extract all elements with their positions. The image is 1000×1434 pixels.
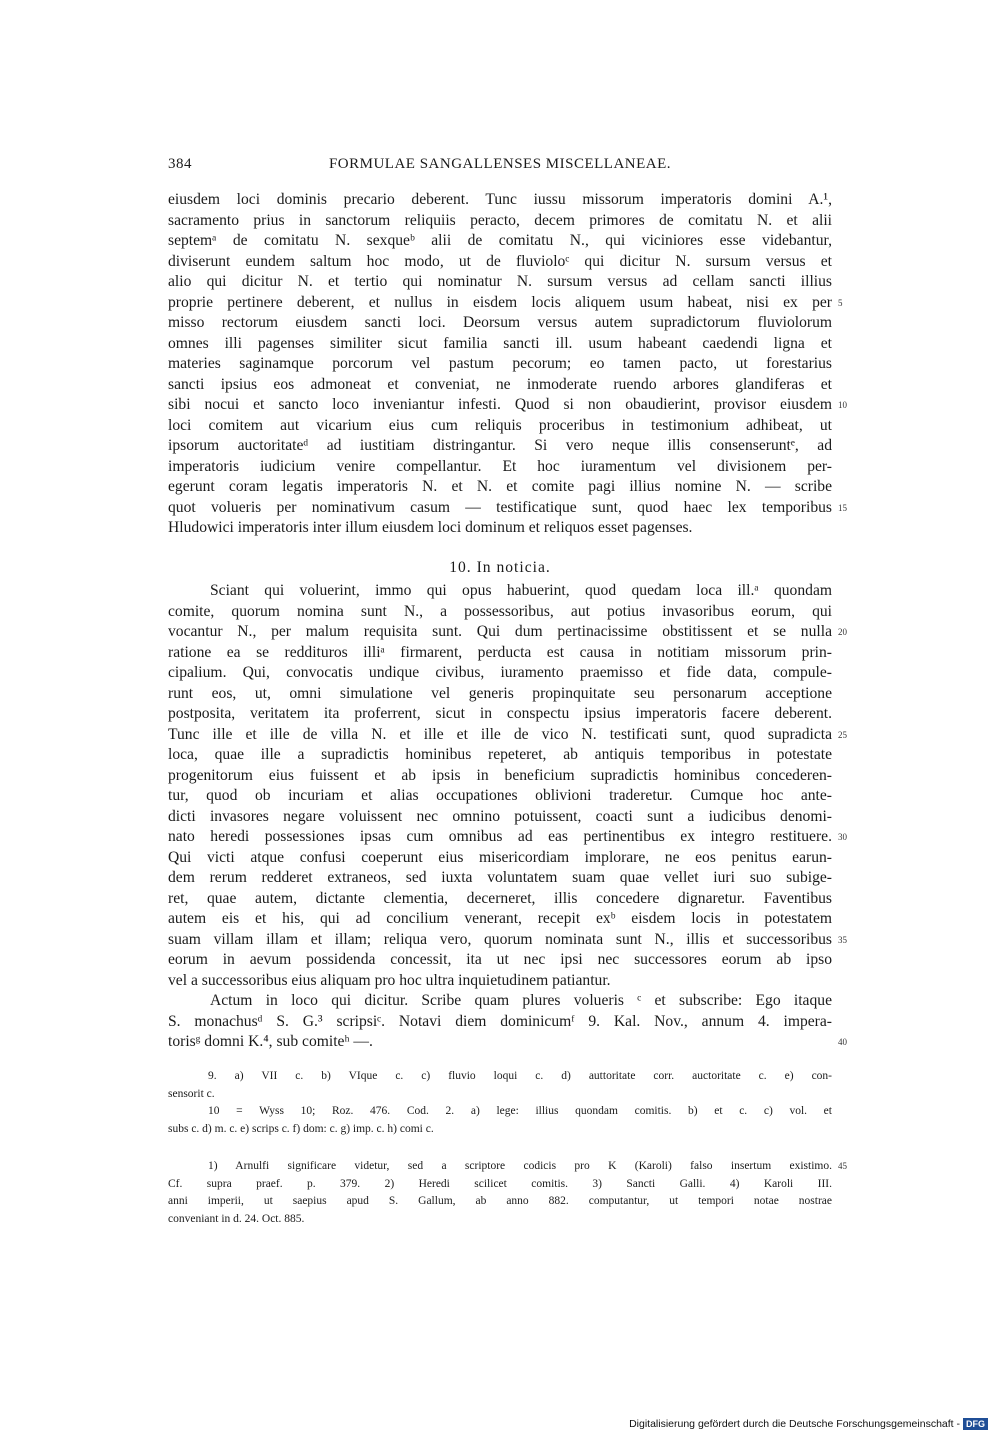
section-heading: 10. In noticia. xyxy=(449,559,551,576)
text-line xyxy=(168,622,847,643)
text-line xyxy=(168,395,847,416)
text-line xyxy=(168,1012,832,1033)
text-line xyxy=(168,211,832,232)
line-text: vocantur N., per malum requisita sunt. Qui dum pertinacissime obstitissent et se nulla xyxy=(168,623,832,640)
line-text: proprie pertinere deberent, et nullus in eisdem locis aliquem usum habeat, nisi ex per xyxy=(168,293,832,311)
line-text: sibi nocui et sancto loco inveniantur infesti. Quod si non obaudierint, provisor eiusdem xyxy=(168,396,832,413)
text-line xyxy=(168,457,832,478)
line-text: Qui victi atque confusi coeperunt eius misericordiam implorare, ne eos penitus earun- xyxy=(168,848,832,866)
line-number: 40 xyxy=(838,1037,847,1047)
line-text: runt eos, ut, omni simulatione vel generis propinquitate seu personarum acceptione xyxy=(168,684,832,702)
line-text: progenitorum eius fuissent et ab ipsis in beneficium supradictis hominibus concederen- xyxy=(168,766,832,784)
line-text: misso rectorum eiusdem sancti loci. Deorsum versus autem supradictorum fluviolorum xyxy=(168,314,832,331)
line-text: Hludowici imperatoris inter illum eiusdem loci dominum et reliquos esset pagenses. xyxy=(168,519,693,536)
text-line xyxy=(168,581,832,602)
line-text: nato heredi possessiones ipsas cum omnibus ad eas pertinentibus ex integro restituere. xyxy=(168,828,832,845)
line-text: diviserunt eundem saltum hoc modo, ut de fluvioloᶜ qui dicitur N. sursum versus et xyxy=(168,252,832,270)
line-number: 20 xyxy=(838,627,847,637)
line-text: 9. a) VII c. b) VIque c. c) fluvio loqui c. d) auttoritate corr. auctoritate c. e) con- xyxy=(208,1070,832,1082)
line-text: autem eis et his, qui ad concilium venerant, recepit exᵇ eisdem locis in potestatem xyxy=(168,910,832,927)
line-text: sancti ipsius eos admoneat et conveniat, ne inmoderate ruendo arbores glandiferas et xyxy=(168,375,832,393)
text-line xyxy=(168,436,832,457)
text-line xyxy=(168,848,832,869)
text-line xyxy=(168,498,847,519)
line-text: dicti invasores negare voluissent nec omnino potuissent, coacti sunt a iudicibus denomi- xyxy=(168,807,832,825)
line-text: egerunt coram legatis imperatoris N. et N. et comite pagi illius nomine N. — scribe xyxy=(168,478,832,495)
note-line xyxy=(168,1103,832,1121)
text-line xyxy=(168,313,832,334)
note-line xyxy=(168,1211,832,1229)
line-text: imperatoris iudicium venire compellantur. Et hoc iuramentum vel divisionem per- xyxy=(168,457,832,475)
body-text-formula-10 xyxy=(168,581,847,1053)
note-line xyxy=(168,1176,832,1194)
line-text: Actum in loco qui dicitur. Scribe quam plures volueris ᶜ et subscribe: Ego itaque xyxy=(210,992,832,1009)
line-text: comite, quorum nomina sunt N., a possessoribus, aut potius invasoribus eorum, qui xyxy=(168,602,832,620)
footnotes xyxy=(168,1158,847,1228)
text-line xyxy=(168,766,832,787)
line-text: eiusdem loci dominis precario deberent. Tunc iussu missorum imperatoris domini A.¹, xyxy=(168,191,832,208)
line-text: 1) Arnulfi significare videtur, sed a scriptore codicis pro K (Karoli) falso insertum existimo. xyxy=(208,1160,832,1172)
text-line xyxy=(168,518,832,539)
line-text: materies saginamque porcorum vel pastum pecorum; eo tamen pacto, ut forestarius xyxy=(168,355,832,372)
line-text: ratione ea se reddituros illiᵃ firmarent, perducta est causa in notitiam missorum prin- xyxy=(168,643,832,661)
page-number: 384 xyxy=(168,156,192,172)
text-line xyxy=(168,950,832,971)
text-line xyxy=(168,252,832,273)
text-line xyxy=(168,971,832,992)
line-text: sacramento prius in sanctorum reliquiis peracto, decem primores de comitatu N. et alii xyxy=(168,211,832,229)
line-text: suam villam illam et illam; reliqua vero, quorum nominata sunt N., illis et successoribus xyxy=(168,930,832,948)
note-line xyxy=(168,1068,832,1086)
line-text: anni imperii, ut saepius apud S. Gallum, ab anno 882. computantur, ut tempori notae nostrae xyxy=(168,1195,832,1207)
body-text-formula-9 xyxy=(168,190,847,539)
running-header xyxy=(168,156,832,178)
line-text: omnes illi pagenses similiter sicut familia sancti ill. usum habeant caedendi ligna et xyxy=(168,334,832,352)
text-line xyxy=(168,231,832,252)
line-text: eorum in aevum possidenda concessit, ita ut nec ipsi nec successores eorum ab ipso xyxy=(168,951,832,968)
line-text: conveniant in d. 24. Oct. 885. xyxy=(168,1212,305,1225)
variant-notes xyxy=(168,1068,832,1138)
funding-footer xyxy=(629,1417,988,1431)
text-line xyxy=(168,643,832,664)
line-number: 45 xyxy=(838,1161,847,1171)
text-line xyxy=(168,272,832,293)
note-line xyxy=(168,1086,832,1104)
text-line xyxy=(168,1032,847,1053)
text-line xyxy=(168,354,832,375)
footer-text: Digitalisierung gefördert durch die Deutsche Forschungsgemeinschaft - xyxy=(629,1418,960,1430)
line-text: dem rerum redderet extraneos, sed iuxta voluntatem suam quae vellet iuri suo subige- xyxy=(168,869,832,886)
text-line xyxy=(168,684,832,705)
line-number: 5 xyxy=(838,297,843,308)
line-text: quot volueris per nominativum casum — testificatique sunt, quod haec lex temporibus xyxy=(168,498,832,516)
section-heading-block xyxy=(168,558,832,579)
text-line xyxy=(168,602,832,623)
line-text: tur, quod ob incuriam et alias occupationes oblivioni traderetur. Cumque hoc ante- xyxy=(168,787,832,804)
text-line xyxy=(168,416,832,437)
note-line xyxy=(168,1193,832,1211)
text-line xyxy=(168,375,832,396)
text-line xyxy=(168,889,832,910)
line-text: subs c. d) m. c. e) scrips c. f) dom: c. g) imp. c. h) comi c. xyxy=(168,1122,434,1135)
text-line xyxy=(168,745,832,766)
line-text: 10 = Wyss 10; Roz. 476. Cod. 2. a) lege: illius quondam comitis. b) et c. c) vol. et xyxy=(208,1105,832,1117)
line-text: loci comitem aut vicarium eius cum reliquis proceribus in testimonium adhibeat, ut xyxy=(168,416,832,434)
line-text: S. monachusᵈ S. G.³ scripsiᶜ. Notavi diem dominicumᶠ 9. Kal. Nov., annum 4. impera- xyxy=(168,1012,832,1030)
line-text: Sciant qui voluerint, immo qui opus habuerint, quod quedam loca ill.ᵃ quondam xyxy=(210,582,832,599)
text-line xyxy=(168,827,847,848)
line-text: vel a successoribus eius aliquam pro hoc ultra inquietudinem patiantur. xyxy=(168,971,611,989)
line-text: torisᵍ domni K.⁴, sub comiteʰ —. xyxy=(168,1033,373,1050)
note-line xyxy=(168,1121,832,1139)
note-line xyxy=(168,1158,847,1176)
line-text: cipalium. Qui, convocatis undique civibus, iuramento praemisso et fide data, compule- xyxy=(168,664,832,681)
dfg-logo: DFG xyxy=(963,1418,988,1430)
text-line xyxy=(168,930,847,951)
line-text: postposita, veritatem ita proferrent, sicut in conspectu ipsius imperatoris facere deberent. xyxy=(168,705,832,722)
line-number: 30 xyxy=(838,832,847,842)
text-line xyxy=(168,991,832,1012)
text-line xyxy=(168,663,832,684)
text-line xyxy=(168,725,847,746)
line-text: alio qui dicitur N. et tertio qui nominatur N. sursum versus ad cellam sancti illius xyxy=(168,273,832,290)
text-line xyxy=(168,190,832,211)
text-line xyxy=(168,293,843,314)
line-number: 15 xyxy=(838,502,847,513)
line-text: loca, quae ille a supradictis hominibus repeteret, ab antiquis temporibus in potestate xyxy=(168,746,832,763)
text-line xyxy=(168,909,832,930)
text-line xyxy=(168,807,832,828)
line-text: septemᵃ de comitatu N. sexqueᵇ alii de comitatu N., qui viciniores esse videbantur, xyxy=(168,232,832,249)
line-text: Tunc ille et ille de villa N. et ille et ille de vico N. testificati sunt, quod supradicta xyxy=(168,725,832,743)
text-line xyxy=(168,477,832,498)
line-text: sensorit c. xyxy=(168,1087,215,1100)
line-text: ipsorum auctoritateᵈ ad iustitiam distringantur. Si vero neque illis consenseruntᵉ, ad xyxy=(168,437,832,454)
line-number: 35 xyxy=(838,934,847,945)
line-text: Cf. supra praef. p. 379. 2) Heredi scilicet comitis. 3) Sancti Galli. 4) Karoli III. xyxy=(168,1177,832,1190)
text-line xyxy=(168,786,832,807)
line-number: 10 xyxy=(838,400,847,410)
text-line xyxy=(168,334,832,355)
text-line xyxy=(168,868,832,889)
text-line xyxy=(168,704,832,725)
line-number: 25 xyxy=(838,729,847,740)
line-text: ret, quae autem, dictante clementia, decerneret, illis concedere dignaretur. Faventibus xyxy=(168,889,832,907)
running-title: FORMULAE SANGALLENSES MISCELLANEAE. xyxy=(328,156,672,172)
